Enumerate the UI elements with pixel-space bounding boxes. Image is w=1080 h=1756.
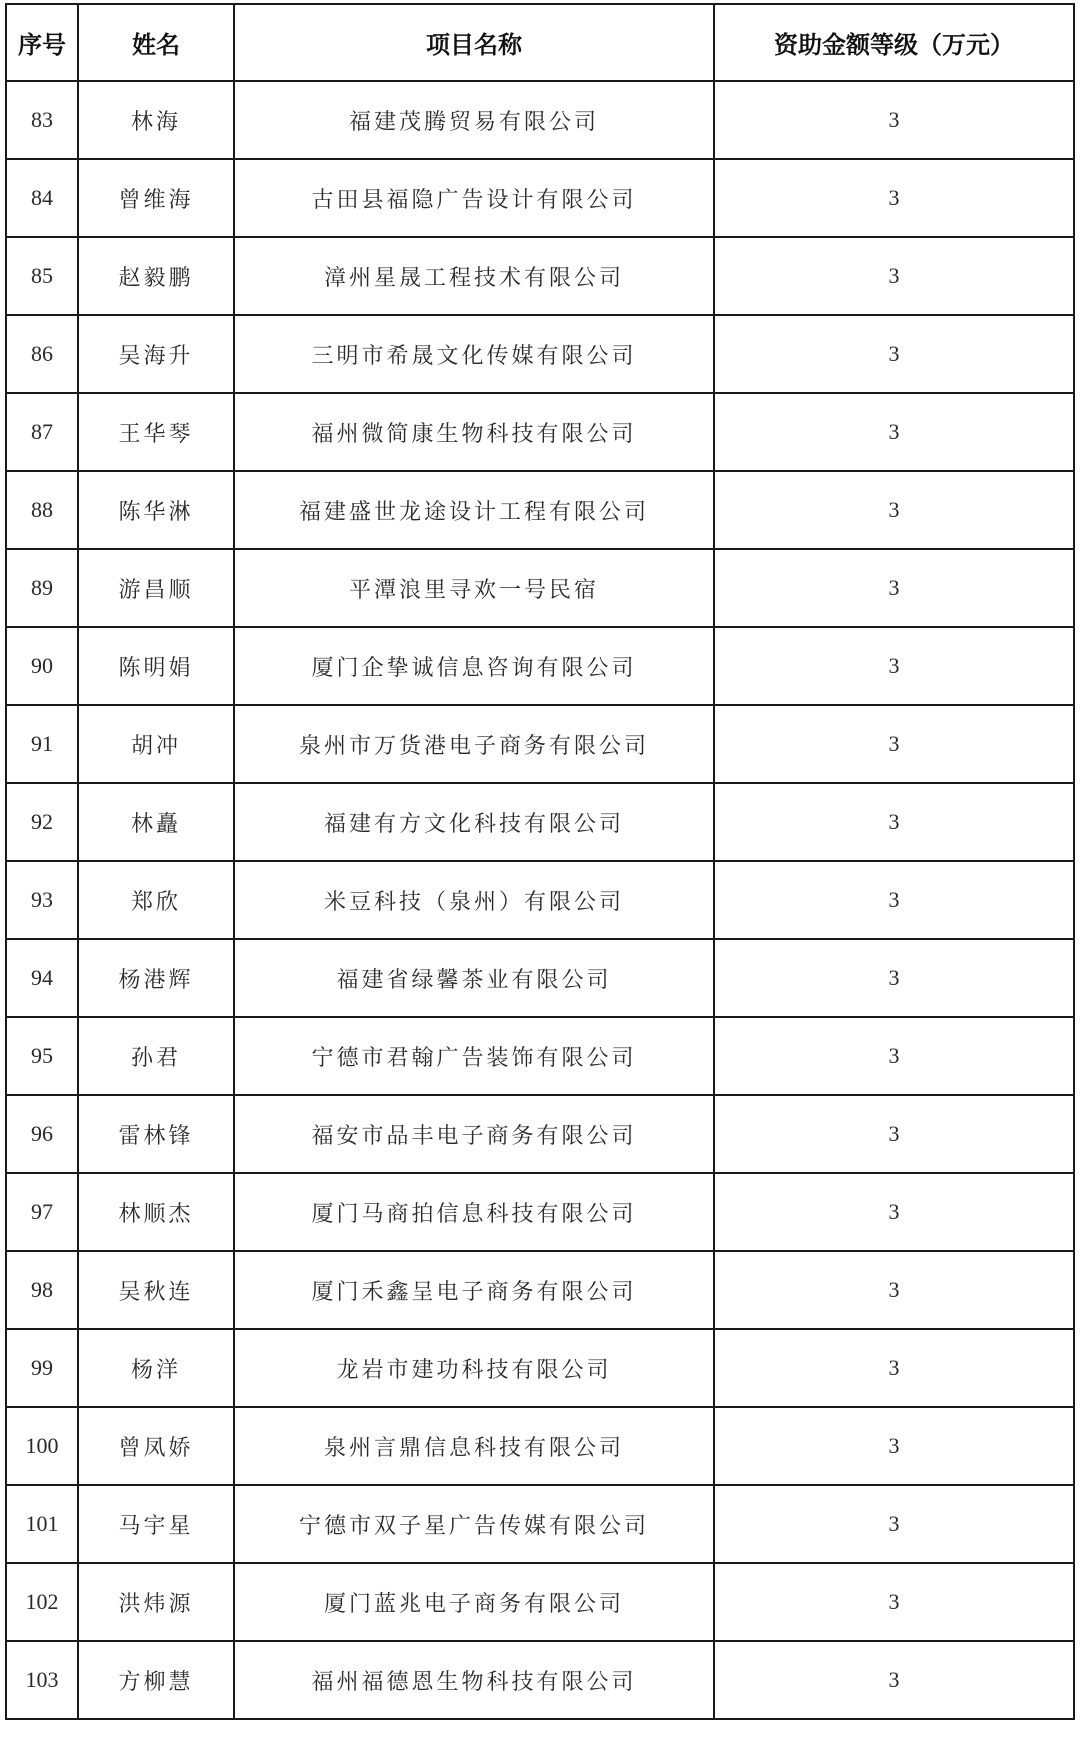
table-row xyxy=(6,237,1074,315)
cell-project: 泉州言鼎信息科技有限公司 xyxy=(234,1407,714,1485)
cell-amount: 3 xyxy=(714,1485,1074,1563)
cell-project: 漳州星晟工程技术有限公司 xyxy=(234,237,714,315)
cell-project: 宁德市君翰广告装饰有限公司 xyxy=(234,1017,714,1095)
cell-amount: 3 xyxy=(714,1407,1074,1485)
table-row xyxy=(6,81,1074,159)
cell-name: 郑欣 xyxy=(78,861,234,939)
cell-name: 吴秋连 xyxy=(78,1251,234,1329)
cell-amount: 3 xyxy=(714,471,1074,549)
cell-amount: 3 xyxy=(714,159,1074,237)
cell-no: 92 xyxy=(6,783,78,861)
cell-amount: 3 xyxy=(714,783,1074,861)
cell-amount: 3 xyxy=(714,81,1074,159)
cell-no: 85 xyxy=(6,237,78,315)
cell-name: 陈明娟 xyxy=(78,627,234,705)
cell-amount: 3 xyxy=(714,861,1074,939)
cell-no: 95 xyxy=(6,1017,78,1095)
cell-no: 88 xyxy=(6,471,78,549)
cell-no: 89 xyxy=(6,549,78,627)
cell-project: 平潭浪里寻欢一号民宿 xyxy=(234,549,714,627)
cell-name: 洪炜源 xyxy=(78,1563,234,1641)
cell-project: 三明市希晟文化传媒有限公司 xyxy=(234,315,714,393)
table-row xyxy=(6,159,1074,237)
cell-no: 84 xyxy=(6,159,78,237)
cell-no: 101 xyxy=(6,1485,78,1563)
cell-name: 马宇星 xyxy=(78,1485,234,1563)
cell-amount: 3 xyxy=(714,939,1074,1017)
cell-amount: 3 xyxy=(714,549,1074,627)
table-row xyxy=(6,549,1074,627)
cell-project: 龙岩市建功科技有限公司 xyxy=(234,1329,714,1407)
funding-table xyxy=(5,3,1075,1720)
cell-amount: 3 xyxy=(714,705,1074,783)
cell-project: 米豆科技（泉州）有限公司 xyxy=(234,861,714,939)
table-row xyxy=(6,939,1074,1017)
cell-amount: 3 xyxy=(714,1173,1074,1251)
cell-name: 林顺杰 xyxy=(78,1173,234,1251)
cell-no: 83 xyxy=(6,81,78,159)
table-row xyxy=(6,471,1074,549)
table-row xyxy=(6,393,1074,471)
table-row xyxy=(6,1017,1074,1095)
cell-amount: 3 xyxy=(714,1017,1074,1095)
table-row xyxy=(6,1407,1074,1485)
cell-project: 福安市品丰电子商务有限公司 xyxy=(234,1095,714,1173)
cell-project: 厦门马商拍信息科技有限公司 xyxy=(234,1173,714,1251)
cell-no: 96 xyxy=(6,1095,78,1173)
cell-no: 102 xyxy=(6,1563,78,1641)
cell-amount: 3 xyxy=(714,1251,1074,1329)
table-row xyxy=(6,1563,1074,1641)
cell-name: 孙君 xyxy=(78,1017,234,1095)
cell-name: 林海 xyxy=(78,81,234,159)
cell-project: 福建盛世龙途设计工程有限公司 xyxy=(234,471,714,549)
table-row xyxy=(6,1329,1074,1407)
cell-name: 赵毅鹏 xyxy=(78,237,234,315)
header-name: 姓名 xyxy=(78,4,234,81)
table-row xyxy=(6,1641,1074,1719)
cell-project: 福建茂腾贸易有限公司 xyxy=(234,81,714,159)
cell-name: 杨洋 xyxy=(78,1329,234,1407)
cell-name: 王华琴 xyxy=(78,393,234,471)
cell-name: 胡冲 xyxy=(78,705,234,783)
cell-project: 泉州市万货港电子商务有限公司 xyxy=(234,705,714,783)
cell-no: 103 xyxy=(6,1641,78,1719)
table-row xyxy=(6,705,1074,783)
table-row xyxy=(6,1251,1074,1329)
cell-no: 98 xyxy=(6,1251,78,1329)
table-row xyxy=(6,861,1074,939)
funding-table-sheet xyxy=(5,3,1073,1720)
cell-project: 厦门蓝兆电子商务有限公司 xyxy=(234,1563,714,1641)
cell-project: 厦门禾鑫呈电子商务有限公司 xyxy=(234,1251,714,1329)
cell-name: 游昌顺 xyxy=(78,549,234,627)
cell-project: 福州微简康生物科技有限公司 xyxy=(234,393,714,471)
cell-no: 86 xyxy=(6,315,78,393)
cell-name: 雷林锋 xyxy=(78,1095,234,1173)
table-row xyxy=(6,1095,1074,1173)
cell-amount: 3 xyxy=(714,1641,1074,1719)
cell-amount: 3 xyxy=(714,1563,1074,1641)
cell-name: 曾维海 xyxy=(78,159,234,237)
table-header-row xyxy=(6,4,1074,81)
cell-name: 吴海升 xyxy=(78,315,234,393)
cell-no: 87 xyxy=(6,393,78,471)
cell-name: 方柳慧 xyxy=(78,1641,234,1719)
header-no: 序号 xyxy=(6,4,78,81)
cell-amount: 3 xyxy=(714,393,1074,471)
cell-project: 厦门企挚诚信息咨询有限公司 xyxy=(234,627,714,705)
table-row xyxy=(6,1173,1074,1251)
cell-project: 福州福德恩生物科技有限公司 xyxy=(234,1641,714,1719)
cell-name: 杨港辉 xyxy=(78,939,234,1017)
cell-no: 90 xyxy=(6,627,78,705)
cell-no: 94 xyxy=(6,939,78,1017)
header-project: 项目名称 xyxy=(234,4,714,81)
cell-project: 福建省绿馨茶业有限公司 xyxy=(234,939,714,1017)
cell-project: 古田县福隐广告设计有限公司 xyxy=(234,159,714,237)
cell-no: 100 xyxy=(6,1407,78,1485)
cell-amount: 3 xyxy=(714,627,1074,705)
cell-project: 宁德市双子星广告传媒有限公司 xyxy=(234,1485,714,1563)
cell-no: 91 xyxy=(6,705,78,783)
table-row xyxy=(6,1485,1074,1563)
table-body xyxy=(6,81,1074,1719)
table-row xyxy=(6,783,1074,861)
cell-amount: 3 xyxy=(714,1095,1074,1173)
cell-project: 福建有方文化科技有限公司 xyxy=(234,783,714,861)
cell-amount: 3 xyxy=(714,315,1074,393)
table-row xyxy=(6,627,1074,705)
cell-no: 93 xyxy=(6,861,78,939)
cell-no: 97 xyxy=(6,1173,78,1251)
cell-name: 陈华淋 xyxy=(78,471,234,549)
cell-no: 99 xyxy=(6,1329,78,1407)
header-amount: 资助金额等级（万元） xyxy=(714,4,1074,81)
cell-name: 曾凤娇 xyxy=(78,1407,234,1485)
table-row xyxy=(6,315,1074,393)
cell-name: 林矗 xyxy=(78,783,234,861)
cell-amount: 3 xyxy=(714,1329,1074,1407)
cell-amount: 3 xyxy=(714,237,1074,315)
